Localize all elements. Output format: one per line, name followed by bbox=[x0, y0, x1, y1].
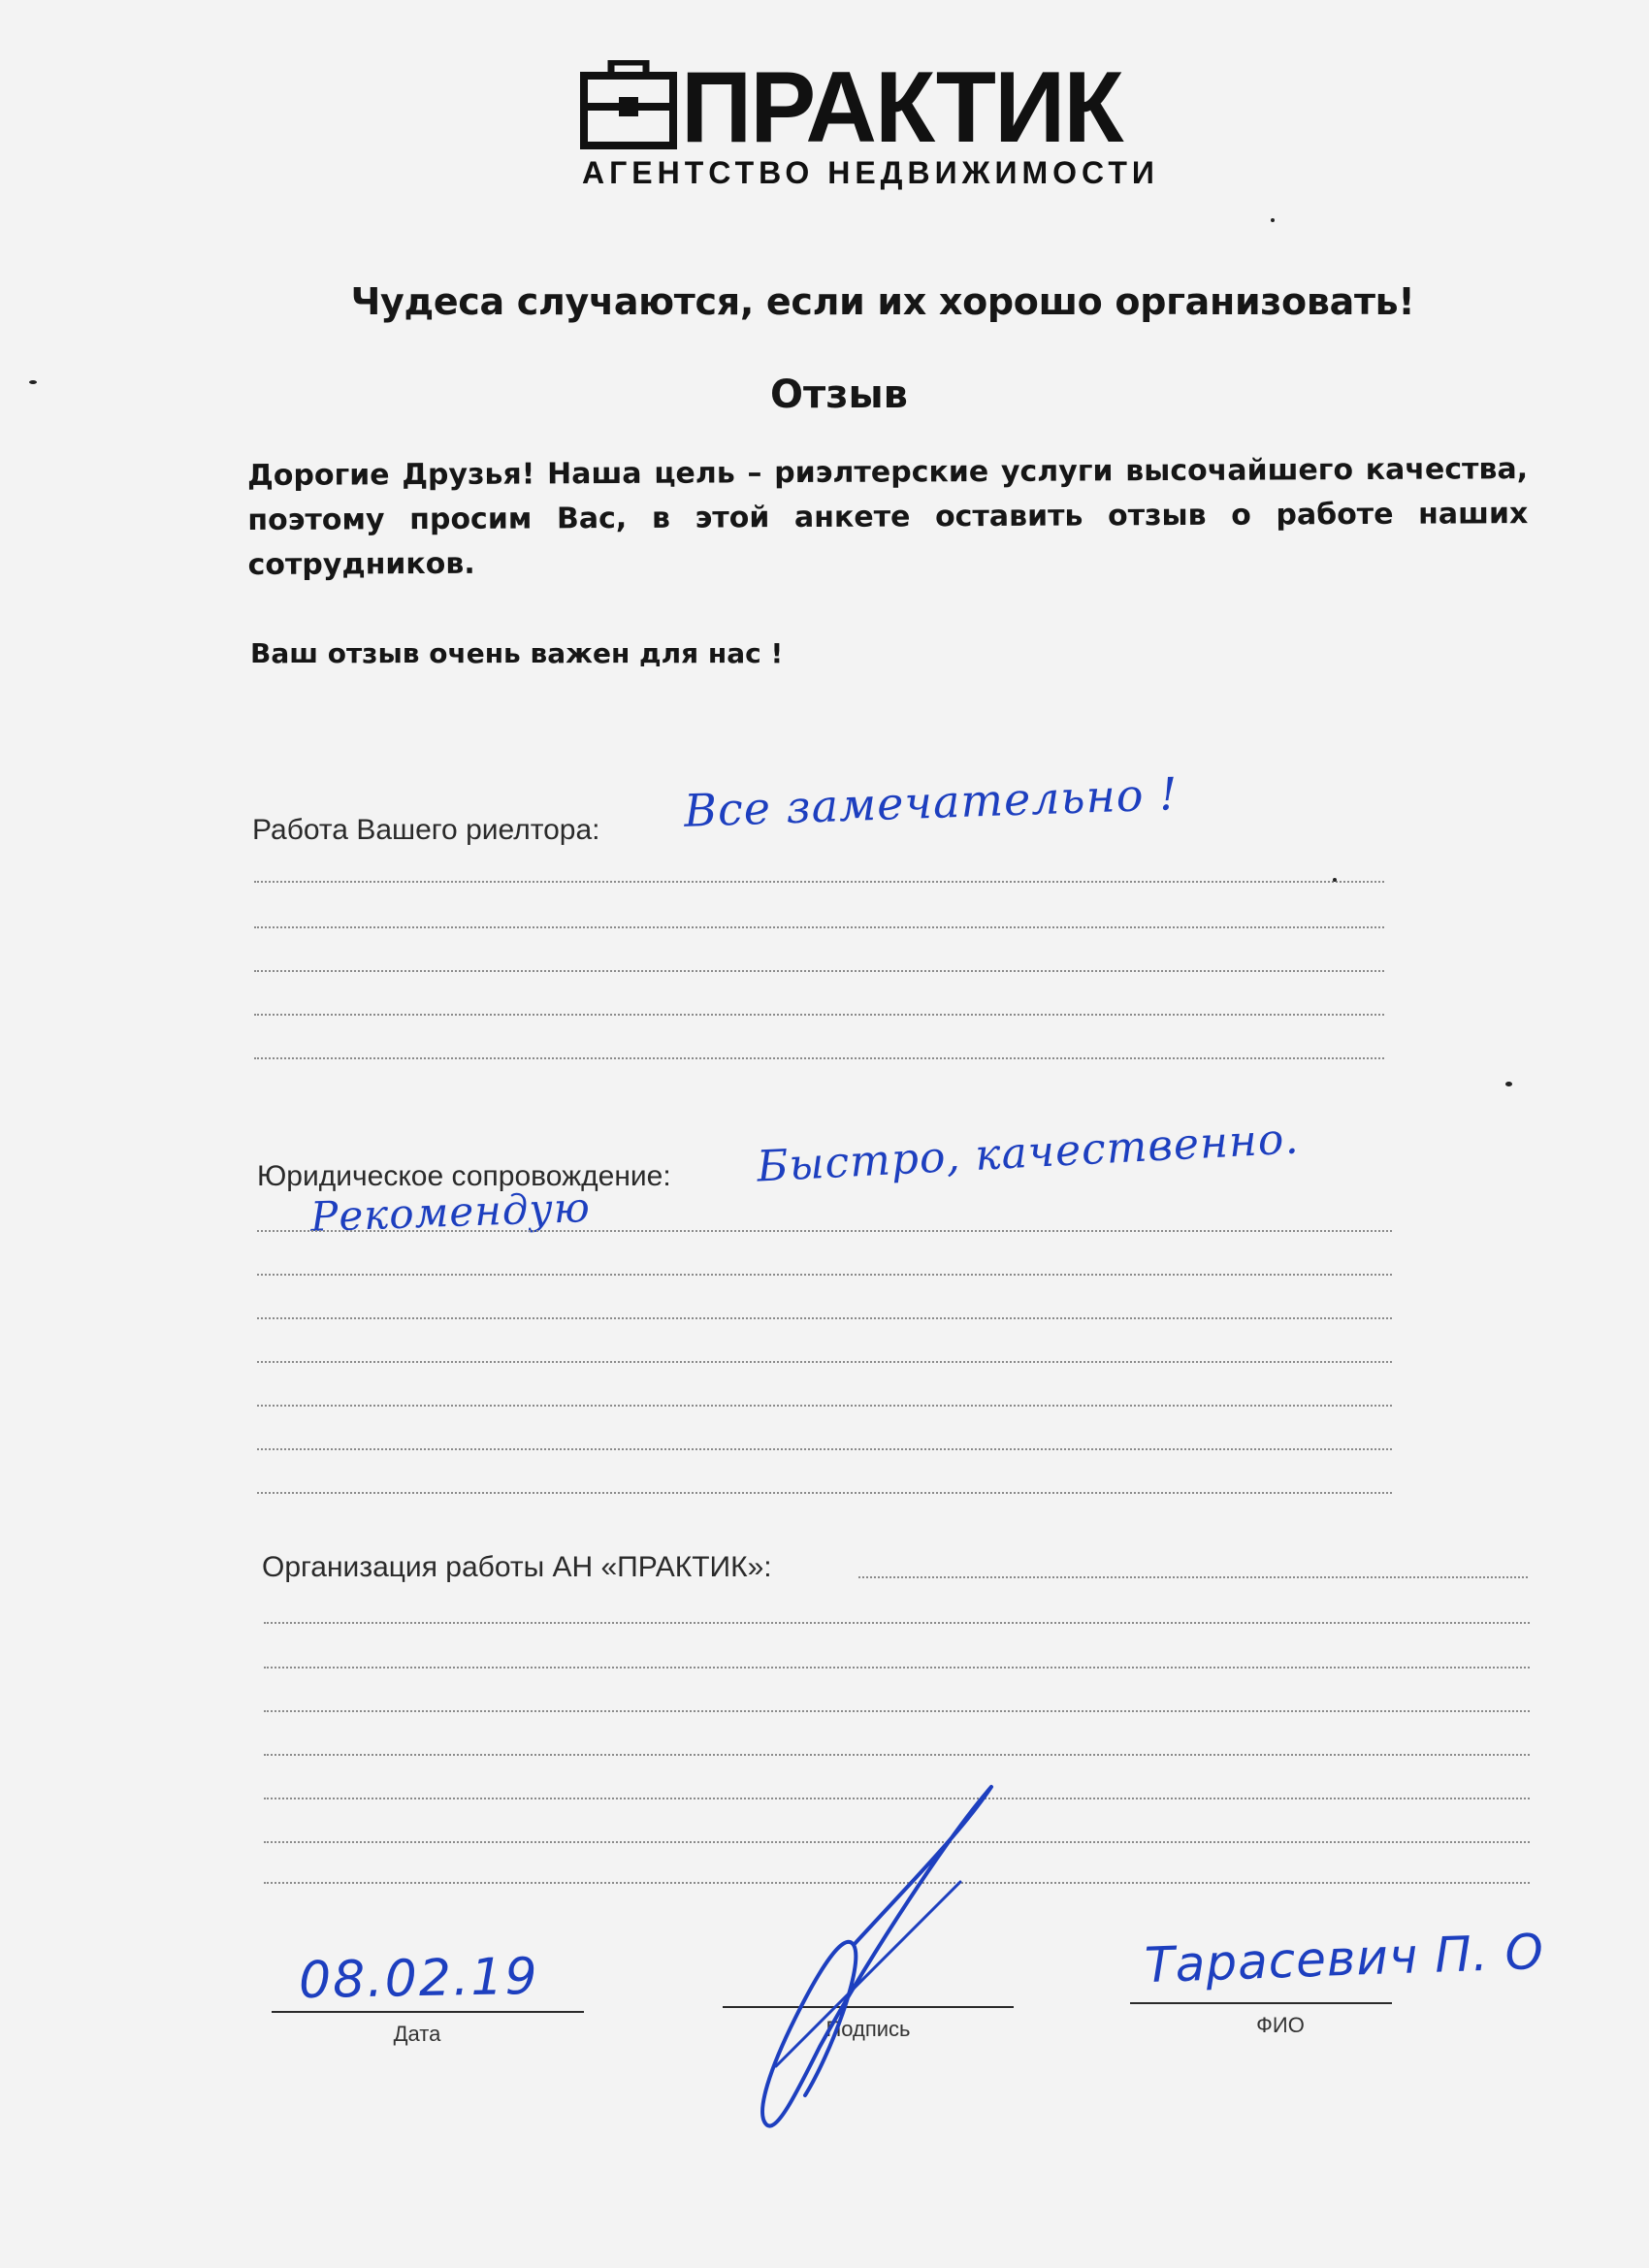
logo-tagline: АГЕНТСТВО НЕДВИЖИМОСТИ bbox=[582, 155, 1159, 190]
handwritten-answer-legal-2: Рекомендую bbox=[309, 1183, 592, 1242]
handwritten-date: 08.02.19 bbox=[298, 1947, 540, 2011]
scan-speck bbox=[1505, 1082, 1512, 1086]
field-label-legal: Юридическое сопровождение: bbox=[257, 1160, 671, 1192]
answer-line bbox=[254, 1057, 1384, 1059]
handwritten-answer-realtor: Все замечательно ! bbox=[683, 767, 1180, 837]
agency-logo bbox=[580, 51, 1181, 190]
handwritten-full-name: Тарасевич П. О bbox=[1144, 1923, 1545, 1994]
answer-line bbox=[257, 1361, 1392, 1363]
answer-line bbox=[264, 1710, 1530, 1712]
date-caption: Дата bbox=[393, 2022, 441, 2046]
logo-wordmark: ПРАКТИК bbox=[681, 51, 1122, 164]
handwritten-answer-legal-1: Быстро, качественно. bbox=[756, 1114, 1301, 1192]
slogan: Чудеса случаются, если их хорошо организовать! bbox=[350, 280, 1415, 323]
name-caption: ФИО bbox=[1256, 2013, 1305, 2037]
answer-line bbox=[254, 970, 1384, 972]
scan-speck bbox=[1271, 218, 1275, 222]
answer-line bbox=[257, 1492, 1392, 1494]
answer-line bbox=[264, 1754, 1530, 1756]
importance-note: Ваш отзыв очень важен для нас ! bbox=[250, 637, 784, 669]
page-title: Отзыв bbox=[770, 373, 908, 417]
answer-line bbox=[264, 1622, 1530, 1624]
intro-paragraph: Дорогие Друзья! Наша цель – риэлтерские услуги высочайшего качества, поэтому просим Вас, в этой анкете оставить отзыв о работе наших сотрудников. bbox=[247, 452, 1529, 582]
field-label-realtor: Работа Вашего риелтора: bbox=[252, 814, 600, 846]
answer-line bbox=[254, 881, 1384, 883]
answer-line bbox=[264, 1667, 1530, 1669]
date-line bbox=[272, 2011, 584, 2013]
handwritten-signature bbox=[737, 1775, 1018, 2144]
answer-line bbox=[254, 1014, 1384, 1016]
signature-caption: Подпись bbox=[825, 2017, 911, 2041]
briefcase-icon bbox=[580, 60, 677, 149]
name-line bbox=[1130, 2002, 1392, 2004]
answer-line bbox=[257, 1448, 1392, 1450]
answer-line bbox=[858, 1576, 1528, 1578]
answer-line bbox=[257, 1274, 1392, 1276]
answer-line bbox=[257, 1317, 1392, 1319]
scan-speck bbox=[29, 380, 37, 384]
answer-line bbox=[254, 926, 1384, 928]
answer-line bbox=[257, 1230, 1392, 1232]
scan-speck bbox=[1333, 878, 1337, 882]
field-label-organization: Организация работы АН «ПРАКТИК»: bbox=[262, 1551, 772, 1583]
answer-line bbox=[257, 1405, 1392, 1407]
